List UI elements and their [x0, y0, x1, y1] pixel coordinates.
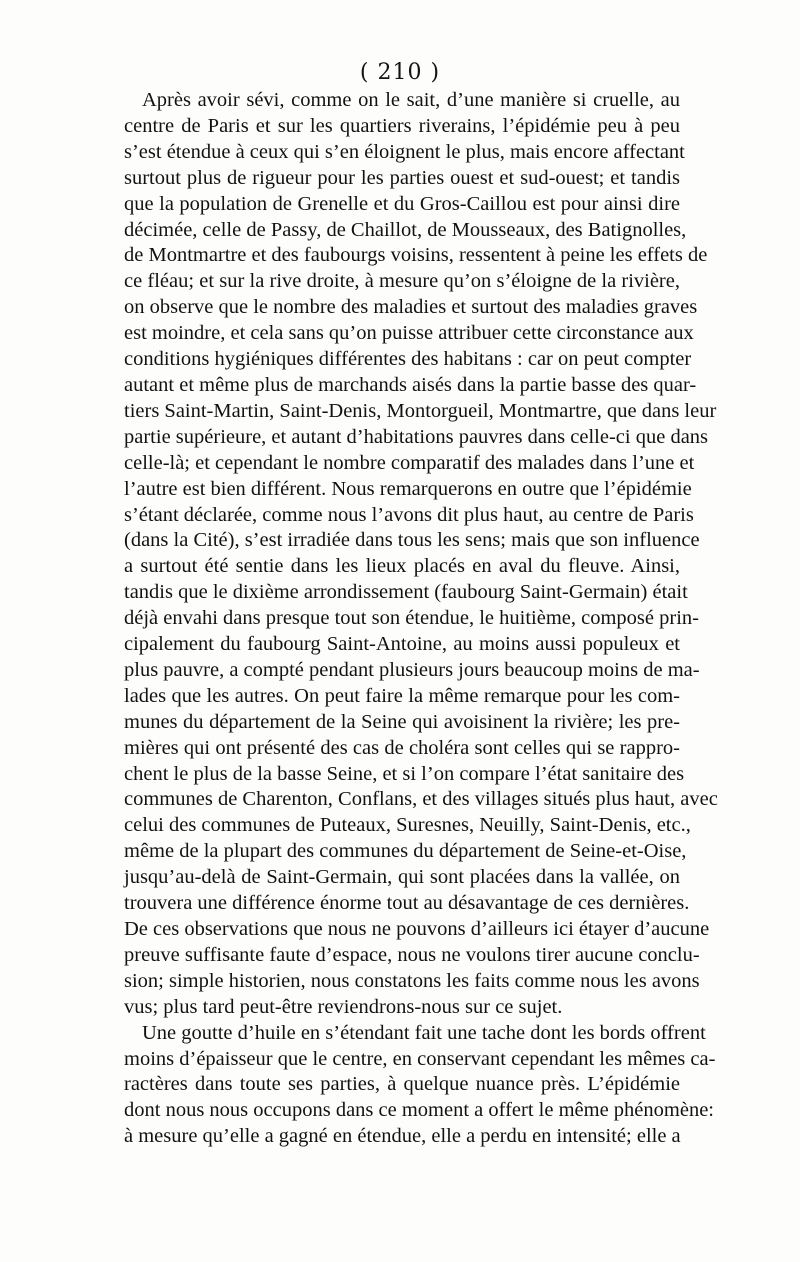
- text-line: ce fléau; et sur la rive droite, à mesure qu’on s’éloigne de la rivière,: [124, 270, 680, 293]
- text-line: Après avoir sévi, comme on le sait, d’une manière si cruelle, au: [142, 89, 680, 111]
- text-line: tandis que le dixième arrondissement (faubourg Saint-Germain) était: [124, 581, 688, 604]
- text-line: trouvera une différence énorme tout au désavantage de ces dernières.: [124, 892, 690, 915]
- text-line: centre de Paris et sur les quartiers riverains, l’épidémie peu à peu: [124, 114, 680, 137]
- body-text: [124, 88, 718, 1150]
- text-line: tiers Saint-Martin, Saint-Denis, Montorgueil, Montmartre, que dans leur: [124, 399, 717, 422]
- text-line: dont nous nous occupons dans ce moment a offert le même phénomène:: [124, 1099, 714, 1122]
- text-line: communes de Charenton, Conflans, et des villages situés plus haut, avec: [124, 788, 718, 811]
- text-line: munes du département de la Seine qui avoisinent la rivière; les pre-: [124, 710, 680, 733]
- text-line: jusqu’au-delà de Saint-Germain, qui sont placées dans la vallée, on: [124, 866, 680, 889]
- text-line: que la population de Grenelle et du Gros-Caillou est pour ainsi dire: [124, 192, 680, 215]
- text-line: partie supérieure, et autant d’habitations pauvres dans celle-ci que dans: [124, 425, 709, 448]
- text-line: mières qui ont présenté des cas de choléra sont celles qui se rappro-: [124, 736, 680, 759]
- text-line: celle-là; et cependant le nombre comparatif des malades dans l’une et: [124, 451, 695, 474]
- text-line: celui des communes de Puteaux, Suresnes, Neuilly, Saint-Denis, etc.,: [124, 814, 691, 837]
- text-line: s’est étendue à ceux qui s’en éloignent le plus, mais encore affectant: [124, 140, 685, 163]
- text-line: a surtout été sentie dans les lieux placés en aval du fleuve. Ainsi,: [124, 555, 680, 578]
- text-line: surtout plus de rigueur pour les parties ouest et sud-ouest; et tandis: [124, 166, 680, 189]
- text-line: sion; simple historien, nous constatons les faits comme nous les avons: [124, 969, 700, 992]
- text-line: (dans la Cité), s’est irradiée dans tous les sens; mais que son influence: [124, 529, 700, 552]
- text-line: de Montmartre et des faubourgs voisins, ressentent à peine les effets de: [124, 244, 708, 267]
- text-line: déjà envahi dans presque tout son étendue, le huitième, composé prin-: [124, 607, 699, 630]
- text-line: Une goutte d’huile en s’étendant fait une tache dont les bords offrent: [142, 1021, 706, 1044]
- paragraph-2: [124, 1021, 716, 1151]
- text-line: lades que les autres. On peut faire la même remarque pour les com-: [124, 684, 680, 707]
- text-line: est moindre, et cela sans qu’on puisse attribuer cette circonstance aux: [124, 322, 694, 345]
- text-line: chent le plus de la basse Seine, et si l’on compare l’état sanitaire des: [124, 762, 685, 785]
- text-line: à mesure qu’elle a gagné en étendue, elle a perdu en intensité; elle a: [124, 1125, 681, 1148]
- text-line: preuve suffisante faute d’espace, nous ne voulons tirer aucune conclu-: [124, 943, 700, 966]
- text-line: on observe que le nombre des maladies et surtout des maladies graves: [124, 296, 698, 319]
- text-line: même de la plupart des communes du département de Seine-et-Oise,: [124, 840, 687, 863]
- text-line: autant et même plus de marchands aisés dans la partie basse des quar-: [124, 373, 697, 396]
- text-line: l’autre est bien différent. Nous remarquerons en outre que l’épidémie: [124, 477, 692, 500]
- text-line: vus; plus tard peut-être reviendrons-nous sur ce sujet.: [124, 995, 563, 1018]
- page-number: ( 210 ): [359, 60, 441, 85]
- paragraph-1: [124, 88, 718, 1021]
- text-line: cipalement du faubourg Saint-Antoine, au moins aussi populeux et: [124, 633, 680, 656]
- text-line: décimée, celle de Passy, de Chaillot, de Mousseaux, des Batignolles,: [124, 218, 687, 241]
- text-line: ractères dans toute ses parties, à quelque nuance près. L’épidémie: [124, 1073, 680, 1096]
- text-line: conditions hygiéniques différentes des habitans : car on peut compter: [124, 348, 692, 371]
- text-line: moins d’épaisseur que le centre, en conservant cependant les mêmes ca-: [124, 1047, 716, 1070]
- text-line: plus pauvre, a compté pendant plusieurs jours beaucoup moins de ma-: [124, 658, 700, 681]
- text-line: De ces observations que nous ne pouvons d’ailleurs ici étayer d’aucune: [124, 918, 710, 940]
- text-line: s’étant déclarée, comme nous l’avons dit plus haut, au centre de Paris: [124, 503, 694, 526]
